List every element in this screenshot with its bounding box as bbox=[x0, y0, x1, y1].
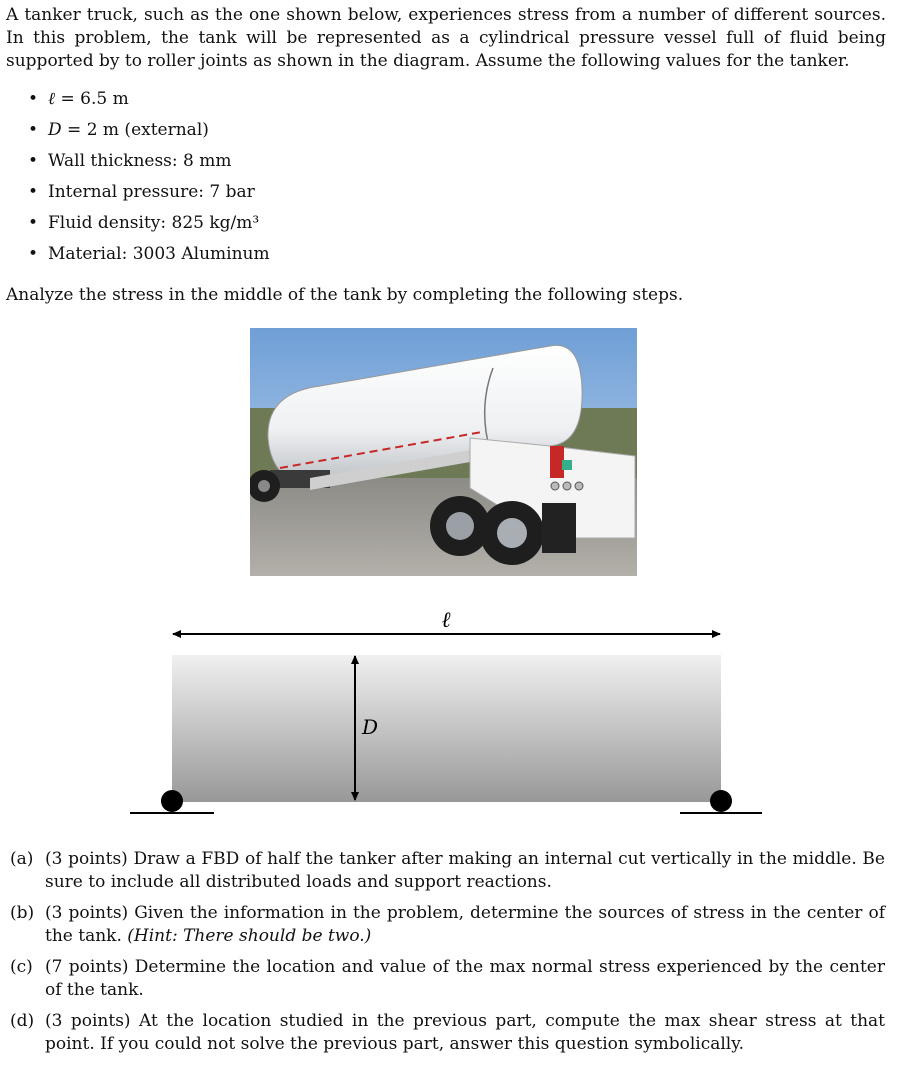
tanker-truck-photo bbox=[250, 328, 637, 576]
right-roller-support bbox=[710, 790, 732, 812]
intro-paragraph: A tanker truck, such as the one shown below, experiences stress from a number of different sources. In this problem, the tank will be represented as a cylindrical pressure vessel full of fluid being supported by to roller joints as shown in the diagram. Assume the following values for the tanker. bbox=[6, 5, 886, 71]
part-a: (a) (3 points) Draw a FBD of half the tanker after making an internal cut vertically in the middle. Be sure to include all distributed loads and support reactions. bbox=[10, 849, 885, 892]
length-label: ℓ bbox=[441, 608, 451, 633]
question-parts bbox=[10, 848, 885, 1064]
part-d: (d) (3 points) At the location studied in the previous part, compute the max shear stress at that point. If you could not solve the previous part, answer this question symbolically. bbox=[10, 1011, 885, 1054]
given-fluid-density: • Fluid density: 825 kg/m³ bbox=[28, 212, 270, 243]
left-roller-support bbox=[161, 790, 183, 812]
analyze-instruction: Analyze the stress in the middle of the tank by completing the following steps. bbox=[6, 285, 684, 305]
given-diameter: • D = 2 m (external) bbox=[28, 119, 270, 150]
part-b-hint: (Hint: There should be two.) bbox=[127, 926, 372, 946]
part-c: (c) (7 points) Determine the location and value of the max normal stress experienced by the center of the tank. bbox=[10, 957, 885, 1000]
given-internal-pressure: • Internal pressure: 7 bar bbox=[28, 181, 270, 212]
part-b: (b) (3 points) Given the information in the problem, determine the sources of stress in the center of the tank. (Hint: There should be two.) bbox=[10, 903, 885, 946]
given-values-list bbox=[28, 88, 270, 274]
given-material: • Material: 3003 Aluminum bbox=[28, 243, 270, 274]
diameter-label: D bbox=[361, 715, 379, 739]
given-wall-thickness: • Wall thickness: 8 mm bbox=[28, 150, 270, 181]
tank-diagram bbox=[0, 600, 903, 825]
tank-cylinder bbox=[172, 655, 721, 802]
given-length: • ℓ = 6.5 m bbox=[28, 88, 270, 119]
